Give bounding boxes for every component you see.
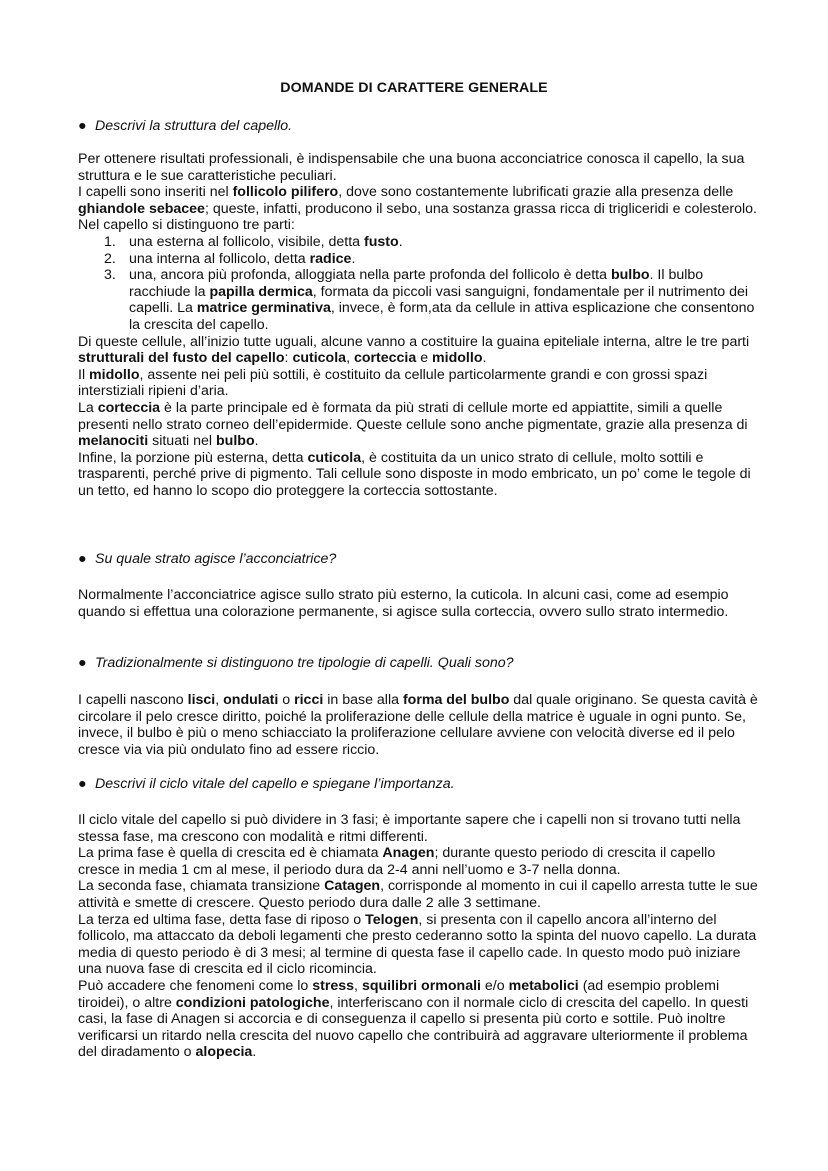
answer-2-paragraph-1: Normalmente l’acconciatrice agisce sullo strato più esterno, la cuticola. In alcuni casi, come ad esempio quando si effettua una colorazione permanente, si agisce sulla corteccia, ovvero sullo strato intermedio. [78,587,729,620]
answer-2 [78,587,758,620]
list-item: 3. una, ancora più profonda, alloggiata nella parte profonda del follicolo è detta bulbo. Il bulbo racchiude la papilla dermica, formata da piccoli vasi sanguigni, fondamentale per il nutrimento dei capelli. La matrice germinativa, invece, è form,ata da cellule in attiva esplicazione che consentono la crescita del capello. [104,267,755,333]
question-3 [78,655,514,672]
answer-4-paragraph-1: Il ciclo vitale del capello si può dividere in 3 fasi; è importante sapere che i capelli non si trovano tutti nella stessa fase, ma crescono con modalità e ritmi differenti. [78,812,741,845]
question-2-text: Su quale strato agisce l’acconciatrice? [95,551,337,567]
answer-4-paragraph-5: Può accadere che fenomeni come lo stress, squilibri ormonali e/o metabolici (ad esempio problemi tiroidei), o altre condizioni patologiche, interferiscano con il normale ciclo di crescita del capello. In questi casi, la fase di Anagen si accorcia e di conseguenza il capello si presenta più corto e sottile. Può inoltre verificarsi un ritardo nella crescita del nuovo capello che contribuirà ad aggravare ulteriormente il problema del diradamento o alopecia. [78,977,749,1061]
list-item: 1. una esterna al follicolo, visibile, detta fusto. [104,233,403,250]
answer-4-paragraph-2: La prima fase è quella di crescita ed è chiamata Anagen; durante questo periodo di crescita il capello cresce in media 1 cm al mese, il periodo dura da 2-4 anni nell’uomo e 3-7 nella donna. [78,845,716,878]
question-4-text: Descrivi il ciclo vitale del capello e spiegane l’importanza. [95,776,455,792]
answer-4-paragraph-4: La terza ed ultima fase, detta fase di riposo o Telogen, si presenta con il capello ancora all’interno del follicolo, ma attaccato da deboli legamenti che presto cederanno sotto la spinta del nuovo capello. La durata media di questo periodo è di 3 mesi; al termine di questa fase il capello cade. In questo modo può iniziare una nuova fase di crescita ed il ciclo ricomincia. [78,911,757,978]
answer-1-paragraph-1: Per ottenere risultati professionali, è indispensabile che una buona acconciatrice conosca il capello, la sua struttura e le sue caratteristiche peculiari. [78,151,745,184]
bullet-icon: ● [78,776,87,792]
answer-1-paragraph-6: La corteccia è la parte principale ed è formata da più strati di cellule morte ed appiattite, simili a quelle presenti nello strato corneo dell’epidermide. Queste cellule sono anche pigmentate, grazie alla presenza di melanociti situati nel bulbo. [78,399,748,450]
question-1-text: Descrivi la struttura del capello. [95,118,293,134]
question-1 [78,118,292,135]
bullet-icon: ● [78,655,87,671]
answer-4 [78,812,758,1061]
answer-1-paragraph-2: I capelli sono inseriti nel follicolo pilifero, dove sono costantemente lubrificati grazie alla presenza delle ghiandole sebacee; queste, infatti, producono il sebo, una sostanza grassa ricca di trigliceridi e colesterolo. [78,184,757,217]
list-item: 2. una interna al follicolo, detta radice. [104,250,356,267]
answer-1 [78,151,758,499]
question-4 [78,776,455,793]
answer-4-paragraph-3: La seconda fase, chiamata transizione Catagen, corrisponde al momento in cui il capello arresta tutte le sue attività e smette di crescere. Questo periodo dura dalle 2 alle 3 settimane. [78,878,758,911]
answer-1-paragraph-7: Infine, la porzione più esterna, detta cuticola, è costituita da un unico strato di cellule, molto sottili e trasparenti, perché prive di pigmento. Tali cellule sono disposte in modo embricato, un po’ come le tegole di un tetto, ed hanno lo scopo dio proteggere la corteccia sottostante. [78,449,751,499]
answer-1-paragraph-3: Nel capello si distinguono tre parti: [78,217,295,234]
bullet-icon: ● [78,551,87,567]
answer-1-paragraph-5: Il midollo, assente nei peli più sottili, è costituito da cellule particolarmente grandi e con grossi spazi interstiziali ripieni d’aria. [78,366,708,400]
hair-parts-list [78,234,758,334]
question-2 [78,551,336,568]
bullet-icon: ● [78,118,87,134]
answer-1-paragraph-4: Di queste cellule, all’inizio tutte uguali, alcune vanno a costituire la guaina epiteliale interna, altre le tre parti strutturali del fusto del capello: cuticola, corteccia e midollo. [78,333,750,367]
answer-3-paragraph-1: I capelli nascono lisci, ondulati o ricci in base alla forma del bulbo dal quale originano. Se questa cavità è circolare il pelo cresce diritto, poiché la proliferazione delle cellule della matrice è uguale in ogni punto. Se, invece, il bulbo è più o meno schiacciato la proliferazione cellulare avviene con velocità diverse ed il pelo cresce via via più ondulato fino ad essere riccio. [78,692,758,758]
answer-3 [78,692,758,758]
question-3-text: Tradizionalmente si distinguono tre tipologie di capelli. Quali sono? [95,655,514,671]
page-title: DOMANDE DI CARATTERE GENERALE [280,80,548,96]
